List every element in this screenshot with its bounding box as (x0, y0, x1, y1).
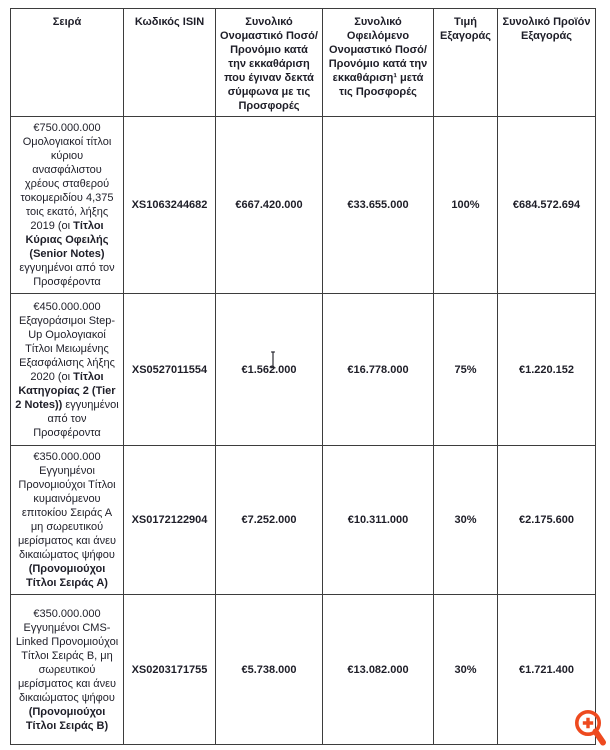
outstanding-nominal-amount: €10.311.000 (323, 446, 434, 595)
table-header-row (11, 9, 596, 117)
exchange-offer-results-table (10, 8, 596, 745)
total-proceeds: €1.220.152 (498, 294, 596, 446)
col-header-accepted-nominal: Συνολικό Ονομαστικό Ποσό/ Προνόμιο κατά την εκκαθάριση που έγιναν δεκτά σύμφωνα με τις Προσφορές (216, 9, 323, 117)
purchase-price: 30% (434, 446, 498, 595)
table-row (11, 294, 596, 446)
purchase-price: 100% (434, 117, 498, 294)
isin-code: XS0527011554 (124, 294, 216, 446)
outstanding-nominal-amount: €33.655.000 (323, 117, 434, 294)
series-description: €350.000.000 Εγγυημένοι Προνομιούχοι Τίτλοι κυμαινόμενου επιτοκίου Σειράς Α μη σωρευτικού μερίσματος και άνευ δικαιώματος ψήφου (Προνομιούχοι Τίτλοι Σειράς Α) (11, 446, 124, 595)
table-row (11, 117, 596, 294)
series-description: €750.000.000 Ομολογιακοί τίτλοι κύριου ανασφάλιστου χρέους σταθερού τοκομεριδίου 4,375 τοις εκατό, λήξης 2019 (οι Τίτλοι Κύριας Οφειλής (Senior Notes) εγγυημένοι από τον Προσφέροντα (11, 117, 124, 294)
table-row (11, 595, 596, 745)
isin-code: XS0203171755 (124, 595, 216, 745)
col-header-isin: Κωδικός ISIN (124, 9, 216, 117)
isin-code: XS0172122904 (124, 446, 216, 595)
total-proceeds: €1.721.400 (498, 595, 596, 745)
outstanding-nominal-amount: €13.082.000 (323, 595, 434, 745)
accepted-nominal-amount: €5.738.000 (216, 595, 323, 745)
accepted-nominal-amount: €7.252.000 (216, 446, 323, 595)
outstanding-nominal-amount: €16.778.000 (323, 294, 434, 446)
accepted-nominal-amount: €1.562.000 (216, 294, 323, 446)
col-header-outstanding-nominal: Συνολικό Οφειλόμενο Ονομαστικό Ποσό/ Προνόμιο κατά την εκκαθάριση¹ μετά τις Προσφορές (323, 9, 434, 117)
purchase-price: 75% (434, 294, 498, 446)
series-description: €350.000.000 Εγγυημένοι CMS-Linked Προνομιούχοι Τίτλοι Σειράς Β, μη σωρευτικού μερίσματος και άνευ δικαιώματος ψήφου (Προνομιούχοι Τίτλοι Σειράς Β) (11, 595, 124, 745)
accepted-nominal-amount: €667.420.000 (216, 117, 323, 294)
isin-code: XS1063244682 (124, 117, 216, 294)
total-proceeds: €2.175.600 (498, 446, 596, 595)
table-row (11, 446, 596, 595)
series-description: €450.000.000 Εξαγοράσιμοι Step-Up Ομολογιακοί Τίτλοι Μειωμένης Εξασφάλισης λήξης 2020 (οι Τίτλοι Κατηγορίας 2 (Tier 2 Notes)) εγγυημένοι από τον Προσφέροντα (11, 294, 124, 446)
total-proceeds: €684.572.694 (498, 117, 596, 294)
col-header-purchase-price: Τιμή Εξαγοράς (434, 9, 498, 117)
col-header-total-proceeds: Συνολικό Προϊόν Εξαγοράς (498, 9, 596, 117)
purchase-price: 30% (434, 595, 498, 745)
col-header-series: Σειρά (11, 9, 124, 117)
